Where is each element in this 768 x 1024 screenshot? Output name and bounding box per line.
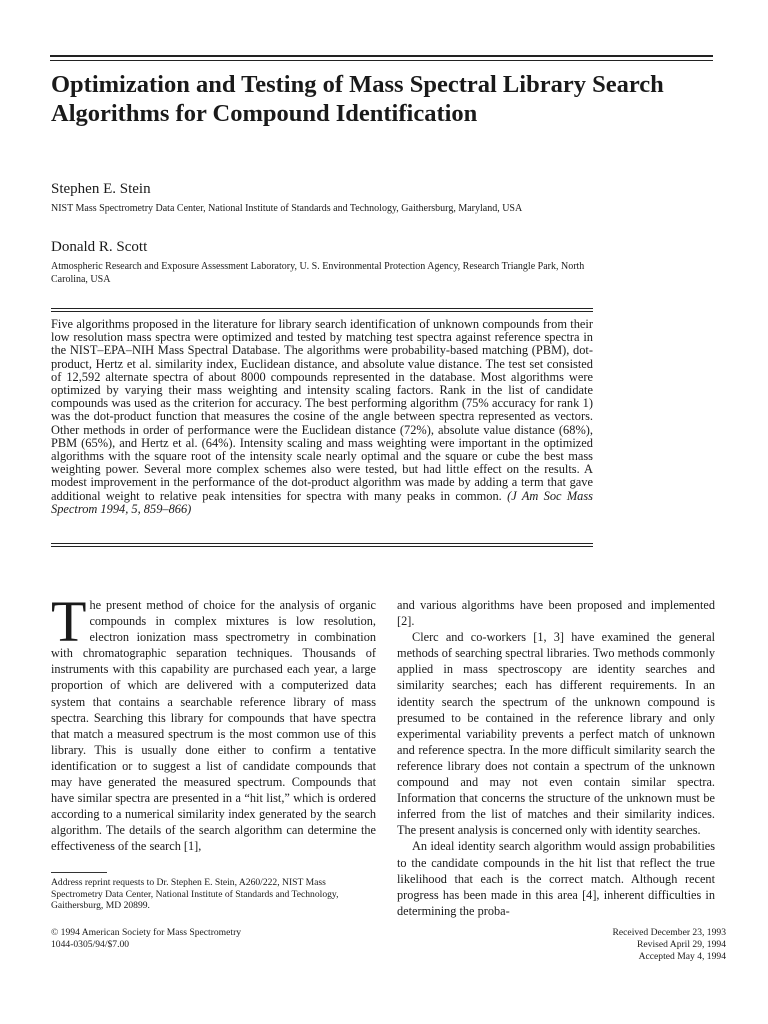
drop-cap: T bbox=[51, 589, 87, 654]
submission-dates bbox=[613, 927, 726, 963]
top-rule-thin bbox=[50, 60, 713, 61]
abstract-bottom-rule bbox=[51, 546, 593, 547]
abstract-top-rule bbox=[51, 308, 593, 309]
issn-line: 1044-0305/94/$7.00 bbox=[51, 939, 130, 950]
author-name: Stephen E. Stein bbox=[51, 181, 151, 197]
copyright-line: © 1994 American Society for Mass Spectrometry bbox=[51, 927, 242, 938]
body-column-right bbox=[397, 597, 715, 919]
abstract-bottom-rule bbox=[51, 543, 593, 544]
body-paragraph-text: he present method of choice for the analysis of organic compounds in complex mixtures is low resolution, electron ionization mass spectrometry in combination with chromatographic separation techniques. Thousands of instruments with this capability are purchased each year, a large proportion of which are delivered with a computerized data system that contains a searchable reference library of mass spectra. Searching this library for compounds that have spectra that match a measured spectrum is the most common use of this library. This is usually done either to confirm a tentative identification or to suggest a list of candidate compounds that may have generated the measured spectrum. Compounds that have similar spectra are presented in a “hit list,” which is ordered according to a numerical similarity index generated by the search algorithm. The details of the search algorithm can determine the effectiveness of the search [1], bbox=[51, 598, 376, 854]
abstract-top-rule bbox=[51, 311, 593, 312]
body-paragraph: Clerc and co-workers [1, 3] have examined the general methods of searching spectral libraries. Two methods commonly applied in mass spectroscopy are identity searches and similarity searches; each has different requirements. In an identity search the spectrum of the unknown compound is presumed to be contained in the reference library and only experimental variability prevents a perfect match of unknown and reference spectra. In the more difficult similarity search the reference library does not contain a spectrum of the unknown compound and may not even contain similar spectra. Information that concerns the structure of the unknown must be inferred from the list of matches and their similarity indices. The present analysis is concerned only with identity searches. bbox=[397, 630, 715, 838]
footnote-rule bbox=[51, 872, 107, 873]
author-name: Donald R. Scott bbox=[51, 239, 148, 255]
journal-citation: (J Am Soc Mass Spectrom 1994, 5, 859–866) bbox=[51, 488, 594, 516]
body-paragraph: and various algorithms have been proposed and implemented [2]. bbox=[397, 598, 715, 629]
received-date: Received December 23, 1993 bbox=[612, 927, 726, 938]
paper-title: Optimization and Testing of Mass Spectral Library Search Algorithms for Compound Identification bbox=[51, 71, 664, 127]
author-affiliation: Atmospheric Research and Exposure Assessment Laboratory, U. S. Environmental Protection Agency, Research Triangle Park, North Carolina, USA bbox=[51, 261, 585, 285]
revised-date: Revised April 29, 1994 bbox=[636, 939, 726, 950]
body-paragraph bbox=[51, 589, 376, 855]
body-paragraph: An ideal identity search algorithm would assign probabilities to the candidate compounds in the hit list that reflect the true likelihood that each is the correct match. Although recent progress has been made in this area [4], inherent difficulties in determining the proba- bbox=[397, 839, 715, 918]
abstract bbox=[51, 318, 593, 516]
reprint-footnote: Address reprint requests to Dr. Stephen E. Stein, A260/222, NIST Mass Spectrometry Data Center, National Institute of Standards and Technology, Gaithersburg, MD 20899. bbox=[51, 877, 339, 911]
body-column-left bbox=[51, 589, 376, 855]
copyright-block bbox=[51, 927, 241, 951]
accepted-date: Accepted May 4, 1994 bbox=[638, 951, 726, 962]
author-affiliation: NIST Mass Spectrometry Data Center, National Institute of Standards and Technology, Gaithersburg, Maryland, USA bbox=[51, 203, 523, 214]
abstract-text: Five algorithms proposed in the literature for library search identification of unknown compounds from their low resolution mass spectra were optimized and tested by matching test spectra against reference spectra in the NIST–EPA–NIH Mass Spectral Database. The algorithms were probability-based matching (PBM), dot-product, Hertz et al. similarity index, Euclidean distance, and absolute value distance. The test set consisted of 12,592 alternate spectra of about 8000 compounds represented in the database. Most algorithms were optimized by varying their mass weighting and intensity scaling factors. Rank in the list of candidate compounds was used as the criterion for accuracy. The best performing algorithm (75% accuracy for rank 1) was the dot-product function that measures the cosine of the angle between spectra represented as vectors. Other methods in order of performance were the Euclidean distance (72%), absolute value distance (68%), PBM (65%), and Hertz et al. (64%). Intensity scaling and mass weighting were important in the optimized algorithms with the square root of the intensity scale nearly optimal and the square or cube the best mass weighting power. Several more complex schemes also were tested, but had little effect on the results. A modest improvement in the performance of the dot-product algorithm was made by adding a term that gave additional weight to relative peak intensities for spectra with many peaks in common. bbox=[51, 317, 593, 503]
top-rule-thick bbox=[50, 55, 713, 57]
